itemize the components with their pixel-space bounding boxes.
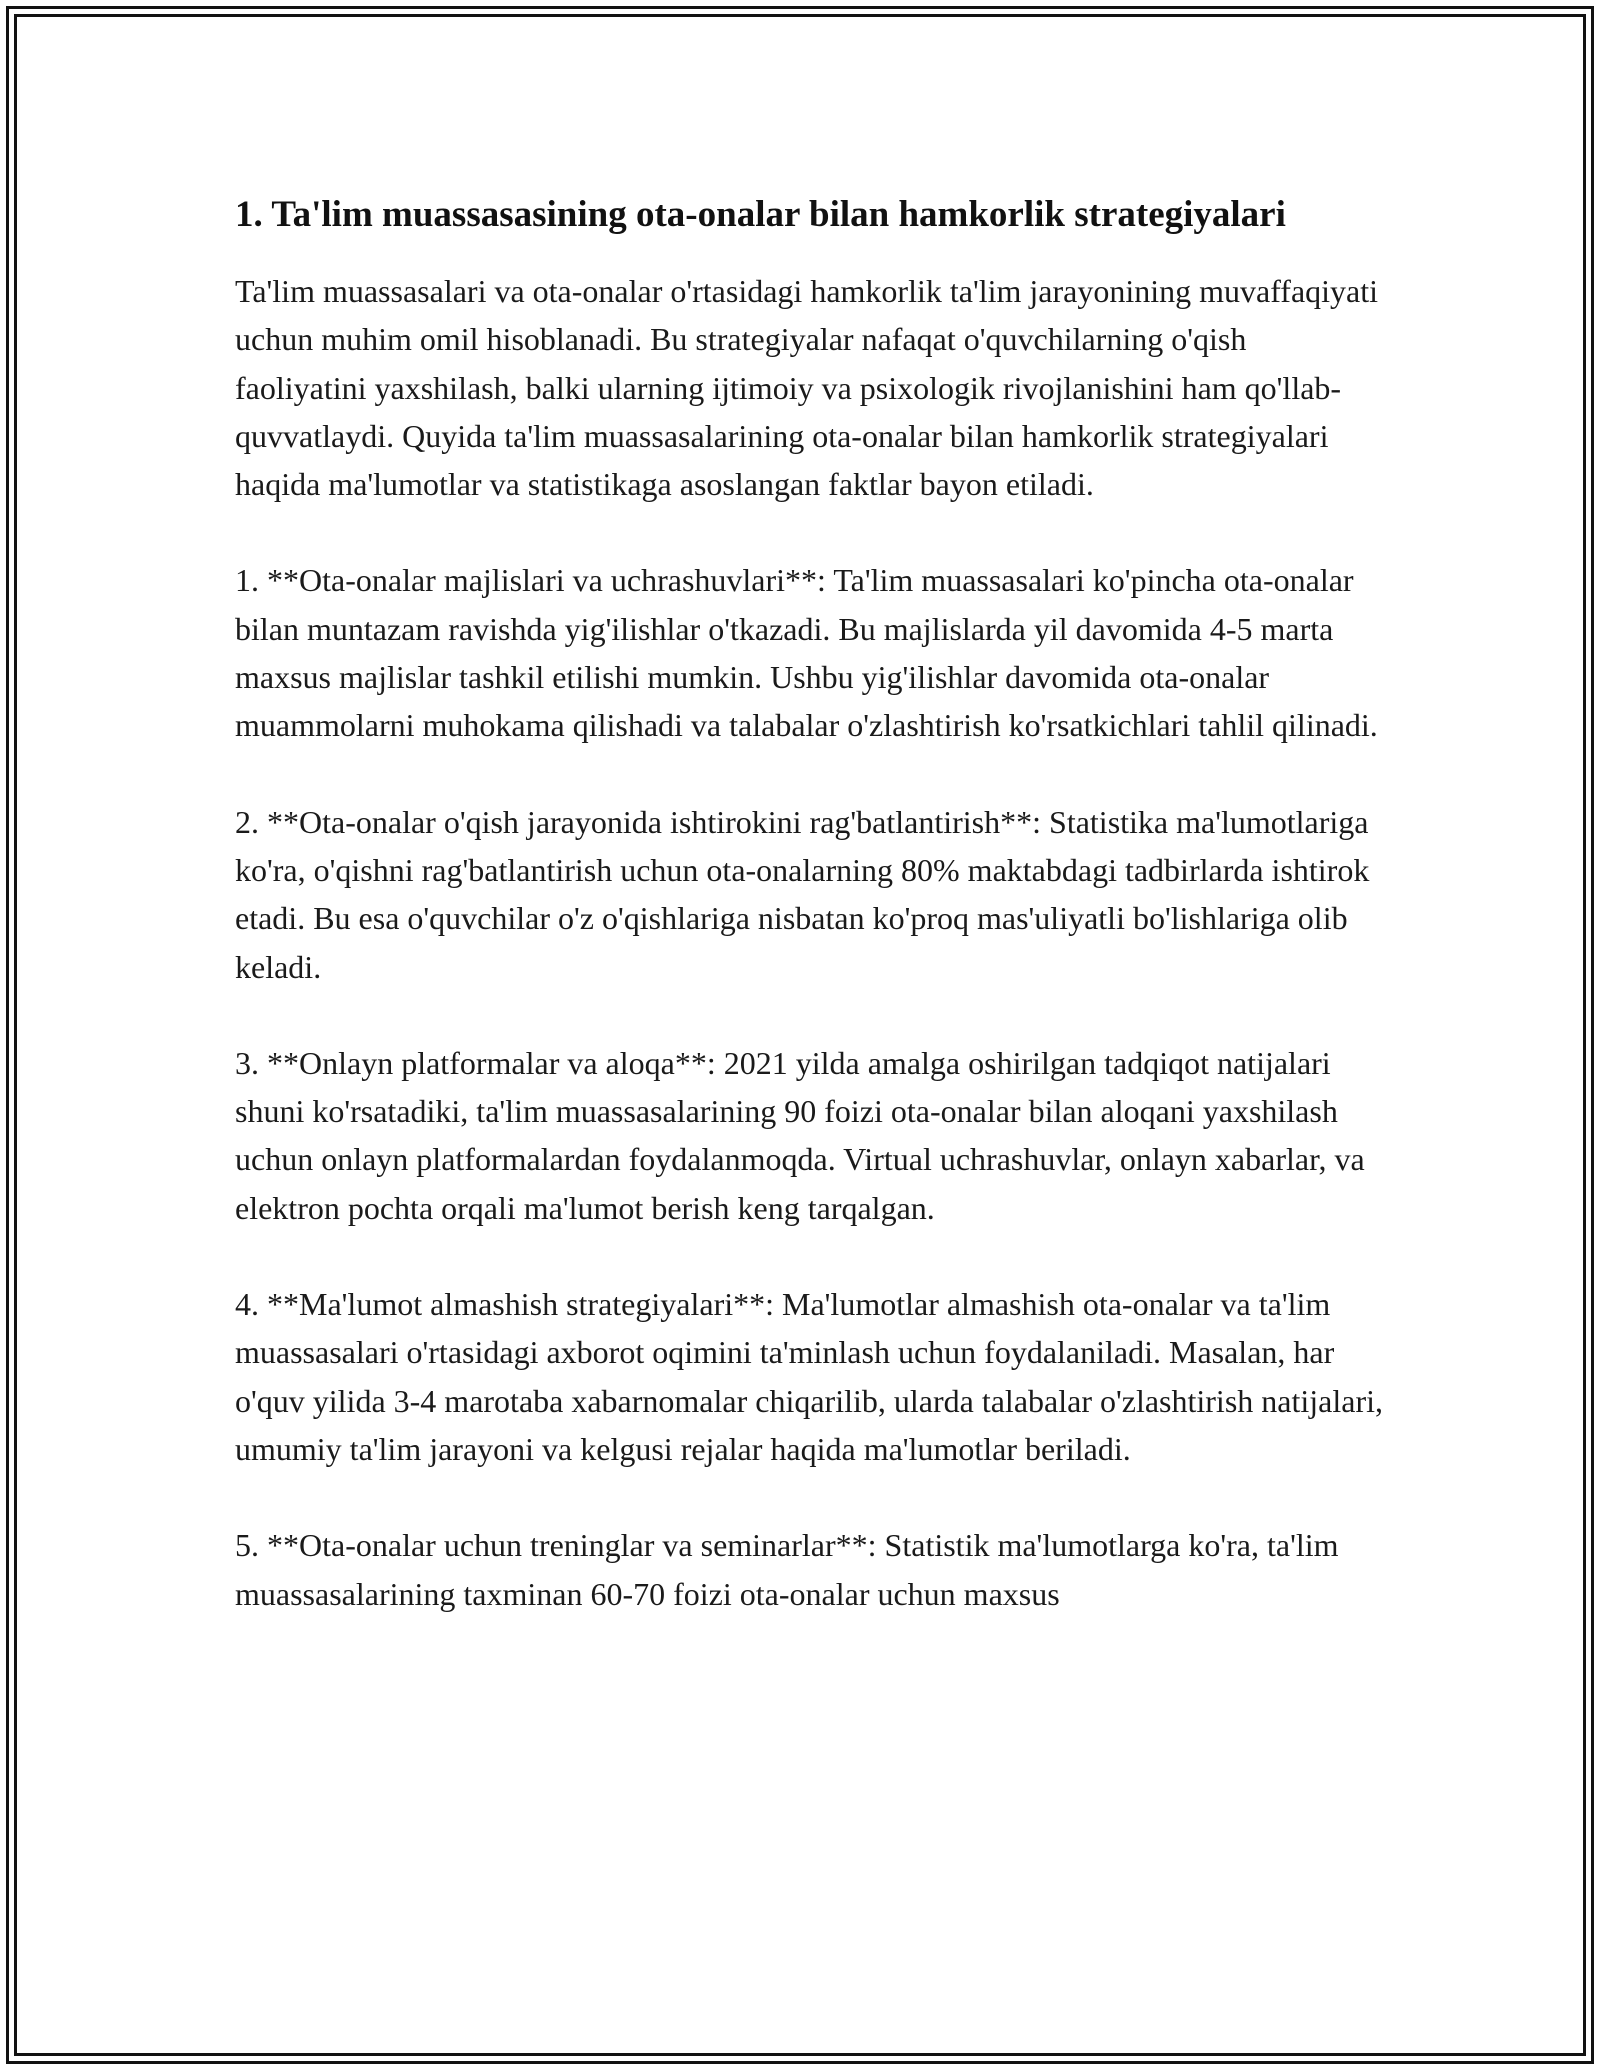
intro-paragraph: Ta'lim muassasalari va ota-onalar o'rtasidagi hamkorlik ta'lim jarayonining muvaffaqiyati uchun muhim omil hisoblanadi. Bu strategiyalar nafaqat o'quvchilarning o'qish faoliyatini yaxshilash, balki ularning ijtimoiy va psixologik rivojlanishini ham qo'llab-quvvatlaydi. Quyida ta'lim muassasalarining ota-onalar bilan hamkorlik strategiyalari haqida ma'lumotlar va statistikaga asoslangan faktlar bayon etiladi. [235, 273, 1379, 503]
list-item-parent-involvement: 2. **Ota-onalar o'qish jarayonida ishtirokini rag'batlantirish**: Statistika ma'lumotlariga ko'ra, o'qishni rag'batlantirish uchun ota-onalarning 80% maktabdagi tadbirlarda ishtirok etadi. Bu esa o'quvchilar o'z o'qishlariga nisbatan ko'proq mas'uliyatli bo'lishlariga olib keladi. [235, 803, 1370, 985]
list-item-online-platforms: 3. **Onlayn platformalar va aloqa**: 2021 yilda amalga oshirilgan tadqiqot natijalari shuni ko'rsatadiki, ta'lim muassasalarining 90 foizi ota-onalar bilan aloqani yaxshilash uchun onlayn platformalardan foydalanmoqda. Virtual uchrashuvlar, onlayn xabarlar, va elektron pochta orqali ma'lumot berish keng tarqalgan. [235, 1044, 1365, 1226]
list-item-parent-meetings: 1. **Ota-onalar majlislari va uchrashuvlari**: Ta'lim muassasalari ko'pincha ota-onalar bilan muntazam ravishda yig'ilishlar o'tkazadi. Bu majlislarda yil davomida 4-5 marta maxsus majlislar tashkil etilishi mumkin. Ushbu yig'ilishlar davomida ota-onalar muammolarni muhokama qilishadi va talabalar o'zlashtirish ko'rsatkichlari tahlil qilinadi. [235, 562, 1378, 744]
section-heading: 1. Ta'lim muassasasining ota-onalar bilan hamkorlik strategiyalari [235, 194, 1286, 235]
list-item-information-exchange: 4. **Ma'lumot almashish strategiyalari**: Ma'lumotlar almashish ota-onalar va ta'lim muassasalari o'rtasidagi axborot oqimini ta'minlash uchun foydalaniladi. Masalan, har o'quv yilida 3-4 marotaba xabarnomalar chiqarilib, ularda talabalar o'zlashtirish natijalari, umumiy ta'lim jarayoni va kelgusi rejalar haqida ma'lumotlar beriladi. [235, 1286, 1383, 1467]
list-item-parent-trainings: 5. **Ota-onalar uchun treninglar va seminarlar**: Statistik ma'lumotlarga ko'ra, ta'lim muassasalarining taxminan 60-70 foizi ota-onalar uchun maxsus [235, 1527, 1339, 1612]
document-body [235, 188, 1385, 1666]
